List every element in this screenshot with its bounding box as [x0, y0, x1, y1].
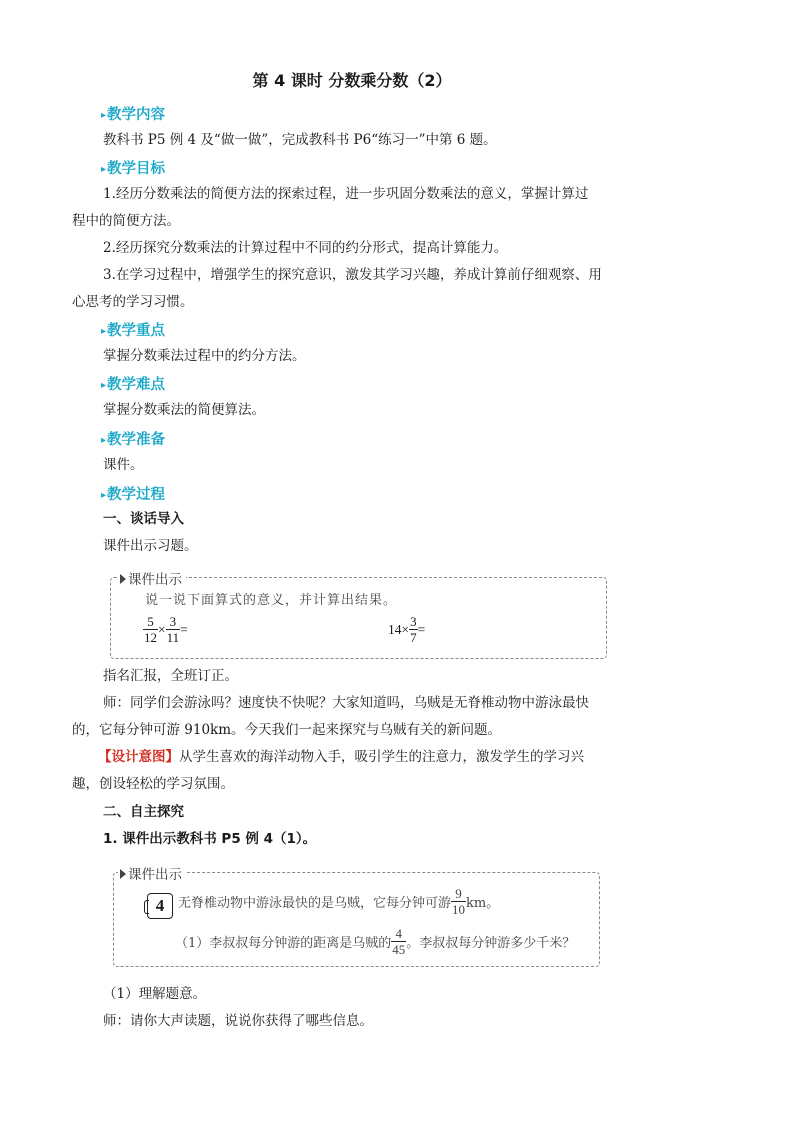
example-line-2: （1）李叔叔每分钟游的距离是乌贼的 $\frac{4}{45}$ 。李叔叔每分钟游多少千米？: [175, 926, 576, 957]
triangle-bullet-icon: ▸: [101, 164, 107, 175]
part2-teacher: 师：请你大声读题，说说你获得了哪些信息。: [103, 1013, 373, 1029]
goal-line: 1.经历分数乘法的简便方法的探索过程，进一步巩固分数乘法的意义，掌握计算过: [103, 186, 589, 202]
part1-title: 一、谈话导入: [103, 511, 184, 527]
example-line-1: 无脊椎动物中游泳最快的是乌贼，它每分钟可游 $\frac{9}{10}$ km。: [178, 886, 500, 917]
triangle-bullet-icon: ▸: [101, 435, 107, 446]
triangle-bullet-icon: ▸: [101, 110, 107, 121]
teacher-line: 师：同学们会游泳吗？速度快不快呢？大家知道吗，乌贼是无脊椎动物中游泳最快: [103, 695, 589, 711]
example-number-badge: 4: [147, 893, 173, 919]
section-heading-content: ▸教学内容: [101, 107, 166, 123]
content-text: 教科书 P5 例 4 及“做一做”，完成教科书 P6“练习一”中第 6 题。: [103, 132, 497, 148]
section-heading-key-point: ▸教学重点: [101, 323, 166, 339]
part2-sub1: （1）理解题意。: [103, 986, 207, 1002]
courseware-prompt: 说一说下面算式的意义，并计算出结果。: [145, 593, 398, 608]
key-point-text: 掌握分数乘法过程中的约分方法。: [103, 348, 306, 364]
expression-2: 14 × $\frac{3}{7}$ =: [388, 614, 426, 645]
goal-line: 程中的简便方法。: [72, 213, 180, 229]
part1-intro: 课件出示习题。: [103, 538, 198, 554]
page-title: 第 4 课时 分数乘分数（2）: [252, 71, 452, 90]
section-heading-difficulty: ▸教学难点: [101, 377, 166, 393]
goal-line: 3.在学习过程中，增强学生的探究意识，激发其学习兴趣，养成计算前仔细观察、用: [103, 267, 602, 283]
section-heading-preparation: ▸教学准备: [101, 432, 166, 448]
preparation-text: 课件。: [103, 457, 144, 473]
design-intent-tag: 【设计意图】: [98, 749, 179, 765]
courseware-label: 课件出示: [118, 568, 186, 588]
triangle-bullet-icon: ▸: [101, 490, 107, 501]
section-heading-goals: ▸教学目标: [101, 161, 166, 177]
play-triangle-icon: [120, 869, 126, 879]
part2-title: 二、自主探究: [103, 804, 184, 820]
teacher-line: 的，它每分钟可游 910km。今天我们一起来探究与乌贼有关的新问题。: [72, 722, 502, 738]
part1-after: 指名汇报，全班订正。: [103, 668, 238, 684]
fraction: $\frac{3}{7}$: [410, 614, 417, 645]
courseware-label: 课件出示: [118, 863, 186, 883]
goal-line: 2.经历探究分数乘法的计算过程中不同的约分形式，提高计算能力。: [103, 240, 508, 256]
fraction: $\frac{3}{11}$: [166, 614, 180, 645]
part2-step: 1. 课件出示教科书 P5 例 4（1）。: [103, 831, 317, 847]
design-intent: 【设计意图】从学生喜欢的海洋动物入手，吸引学生的注意力，激发学生的学习兴: [98, 749, 584, 765]
triangle-bullet-icon: ▸: [101, 326, 107, 337]
fraction: $\frac{5}{12}$: [144, 614, 157, 645]
fraction: $\frac{9}{10}$: [452, 886, 466, 917]
design-intent-cont: 趣，创设轻松的学习氛围。: [72, 776, 234, 792]
section-heading-process: ▸教学过程: [101, 487, 166, 503]
fraction: $\frac{4}{45}$: [392, 926, 406, 957]
expression-1: $\frac{5}{12}$ × $\frac{3}{11}$ =: [144, 614, 188, 645]
difficulty-text: 掌握分数乘法的简便算法。: [103, 402, 265, 418]
goal-line: 心思考的学习习惯。: [72, 294, 194, 310]
triangle-bullet-icon: ▸: [101, 380, 107, 391]
play-triangle-icon: [120, 574, 126, 584]
